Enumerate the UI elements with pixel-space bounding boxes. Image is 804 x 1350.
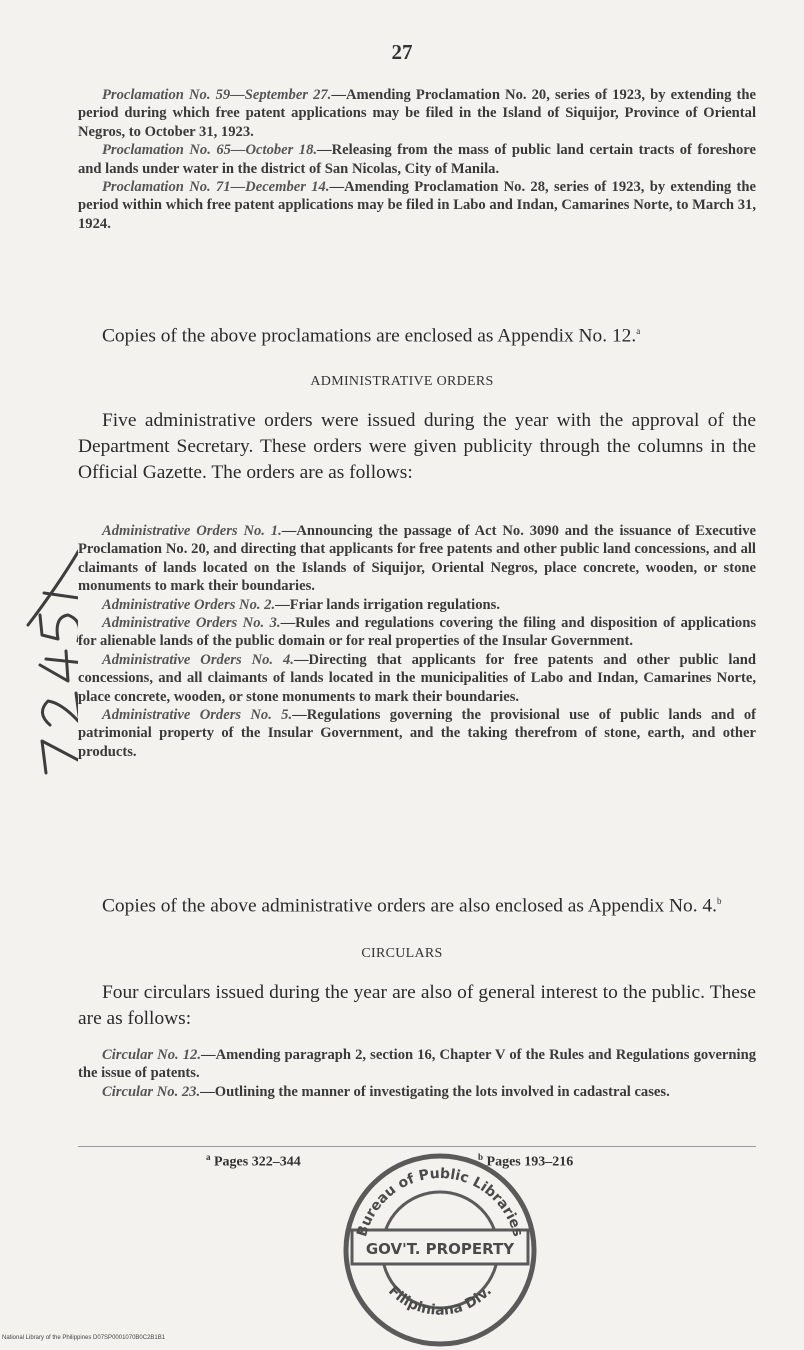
circulars-heading: CIRCULARS (361, 946, 443, 961)
page-number: 27 (391, 40, 413, 64)
stamp-outer-text: Bureau of Public Libraries (354, 1165, 526, 1239)
circulars-intro: Four circulars issued during the year are also of general interest to the public. These are as follows: (78, 982, 756, 1029)
proclamation-65: Proclamation No. 65—October 18.—Releasing from the mass of public land certain tracts of foreshore and lands under water in the district of San Nicolas, City of Manila. (78, 142, 756, 177)
library-stamp (340, 1150, 540, 1350)
footnote-ref-b: b (716, 896, 722, 906)
proclamations-note: Copies of the above proclamations are enclosed as Appendix No. 12.$^a$ (102, 325, 641, 347)
footnote-a: $^a$ Pages 322–344 (206, 1152, 301, 1170)
proclamation-71: Proclamation No. 71—December 14.—Amending Proclamation No. 28, series of 1923, by extending the period within which free patent applications may be filed in Labo and Indan, Camarines Norte, to March 31, 1924. (78, 179, 756, 232)
admin-order-3: Administrative Orders No. 3.—Rules and regulations covering the filing and disposition of applications for alienable lands of the public domain or for real properties of the Insular Government. (78, 615, 757, 650)
admin-intro: Five administrative orders were issued during the year with the approval of the Department Secretary. These orders were given publicity through the columns in the Official Gazette. The orders are as follows: (78, 410, 756, 483)
admin-orders-list (78, 522, 756, 761)
footnote-ref-a: a (636, 326, 641, 336)
stamp-bottom-text: Filipiniana Div. (385, 1283, 495, 1319)
admin-order-5: Administrative Orders No. 5.—Regulations governing the provisional use of public lands and of patrimonial property of the Insular Government, and the taking therefrom of stone, earth, and other products. (78, 707, 756, 760)
proclamation-59: Proclamation No. 59—September 27.—Amending Proclamation No. 20, series of 1923, by extending the period during which free patent applications may be filed in the Island of Siquijor, Province of Oriental Negros, to October 31, 1923. (78, 87, 756, 140)
handwritten-accession-number (8, 520, 78, 780)
footnote-divider (78, 1146, 756, 1147)
admin-order-1: Administrative Orders No. 1.—Announcing the passage of Act No. 3090 and the issuance of Executive Proclamation No. 20, and directing that applicants for free patents and other public land concessions, and all claimants of lands located on the Islands of Siquijor, Oriental Negros, place concrete, wooden, or stone monuments to mark their boundaries. (78, 523, 757, 595)
admin-note: Copies of the above administrative orders are also enclosed as Appendix No. 4.$^b$ (102, 895, 722, 917)
circular-12: Circular No. 12.—Amending paragraph 2, section 16, Chapter V of the Rules and Regulations governing the issue of patents. (78, 1047, 756, 1082)
circulars-list (78, 1046, 756, 1101)
admin-order-2: Administrative Orders No. 2.—Friar lands irrigation regulations. (102, 596, 500, 613)
stamp-band-text: GOV'T. PROPERTY (365, 1240, 515, 1258)
admin-order-4: Administrative Orders No. 4.—Directing that applicants for free patents and other public land concessions, and all claimants of lands located in the municipalities of Labo and Indan, Camarines Norte, place concrete, wooden, or stone monuments to mark their boundaries. (78, 651, 757, 705)
circular-23: Circular No. 23.—Outlining the manner of investigating the lots involved in cadastral cases. (102, 1083, 670, 1100)
scan-credit-line: National Library of the Philippines D07SP0001070B0C2B1B1 (2, 1335, 166, 1341)
footnote-b: $^b$ Pages 193–216 (478, 1152, 574, 1170)
proclamations-list (78, 86, 756, 233)
admin-orders-heading: ADMINISTRATIVE ORDERS (310, 374, 494, 389)
